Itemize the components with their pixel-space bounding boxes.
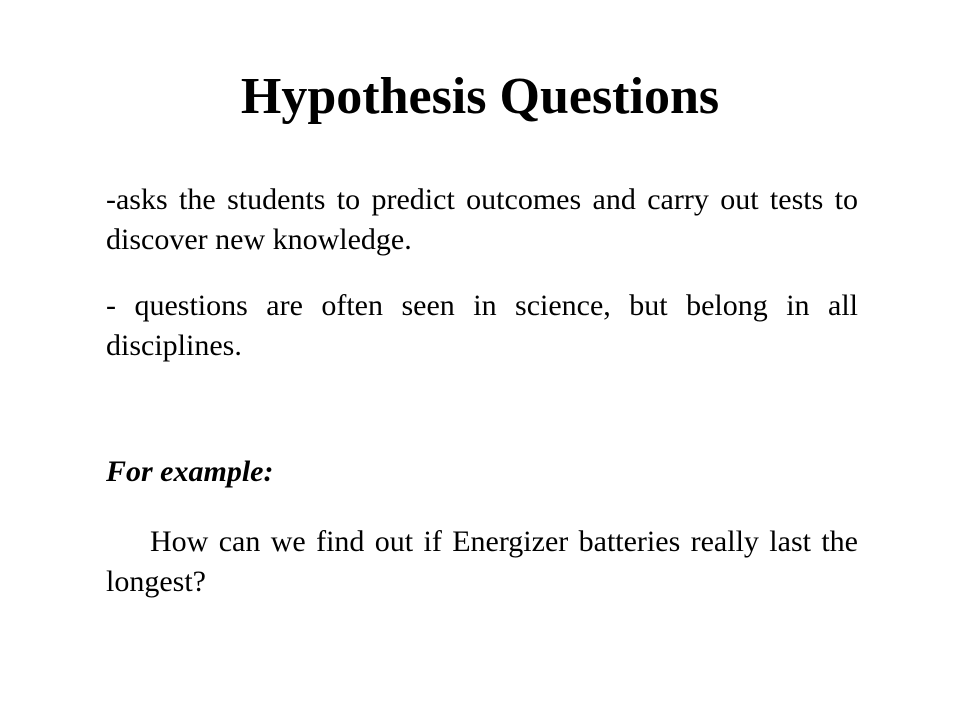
slide-title: Hypothesis Questions [240, 68, 720, 125]
example-label: For example: [106, 455, 274, 488]
bullet-item: - questions are often seen in science, but belong in all disciplines. [106, 289, 858, 362]
slide-body [106, 180, 858, 602]
example-text: How can we find out if Energizer batteries really last the longest? [106, 525, 858, 598]
bullet-item: -asks the students to predict outcomes and carry out tests to discover new knowledge. [106, 183, 858, 256]
